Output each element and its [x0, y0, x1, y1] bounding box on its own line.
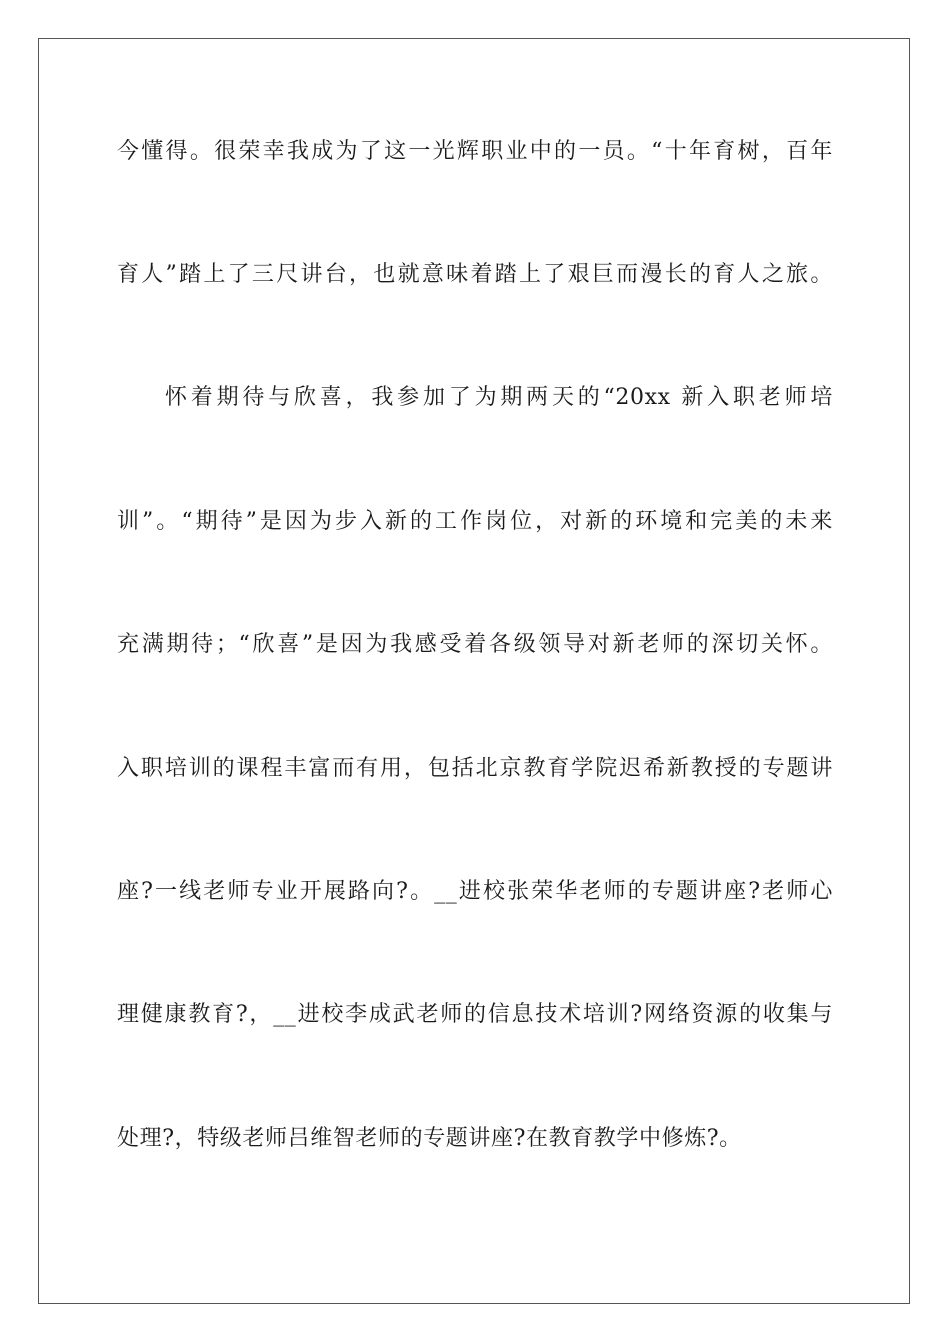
page-border — [38, 38, 910, 1304]
paragraph-line-1: 今懂得。很荣幸我成为了这一光辉职业中的一员。“十年育树，百年 — [117, 139, 833, 164]
paragraph-line-9: 处理?，特级老师吕维智老师的专题讲座?在教育教学中修炼?。 — [117, 1126, 742, 1151]
paragraph-line-3: 怀着期待与欣喜，我参加了为期两天的“20xx 新入职老师培 — [165, 385, 833, 410]
paragraph-line-5: 充满期待；“欣喜”是因为我感受着各级领导对新老师的深切关怀。 — [117, 632, 833, 657]
paragraph-line-2: 育人”踏上了三尺讲台，也就意味着踏上了艰巨而漫长的育人之旅。 — [117, 262, 833, 287]
paragraph-line-8: 理健康教育?，__进校李成武老师的信息技术培训?网络资源的收集与 — [117, 1002, 833, 1027]
paragraph-line-6: 入职培训的课程丰富而有用，包括北京教育学院迟希新教授的专题讲 — [117, 756, 833, 781]
paragraph-line-4: 训”。“期待”是因为步入新的工作岗位，对新的环境和完美的未来 — [117, 509, 833, 534]
paragraph-line-7: 座?一线老师专业开展路向?。__进校张荣华老师的专题讲座?老师心 — [117, 879, 833, 904]
